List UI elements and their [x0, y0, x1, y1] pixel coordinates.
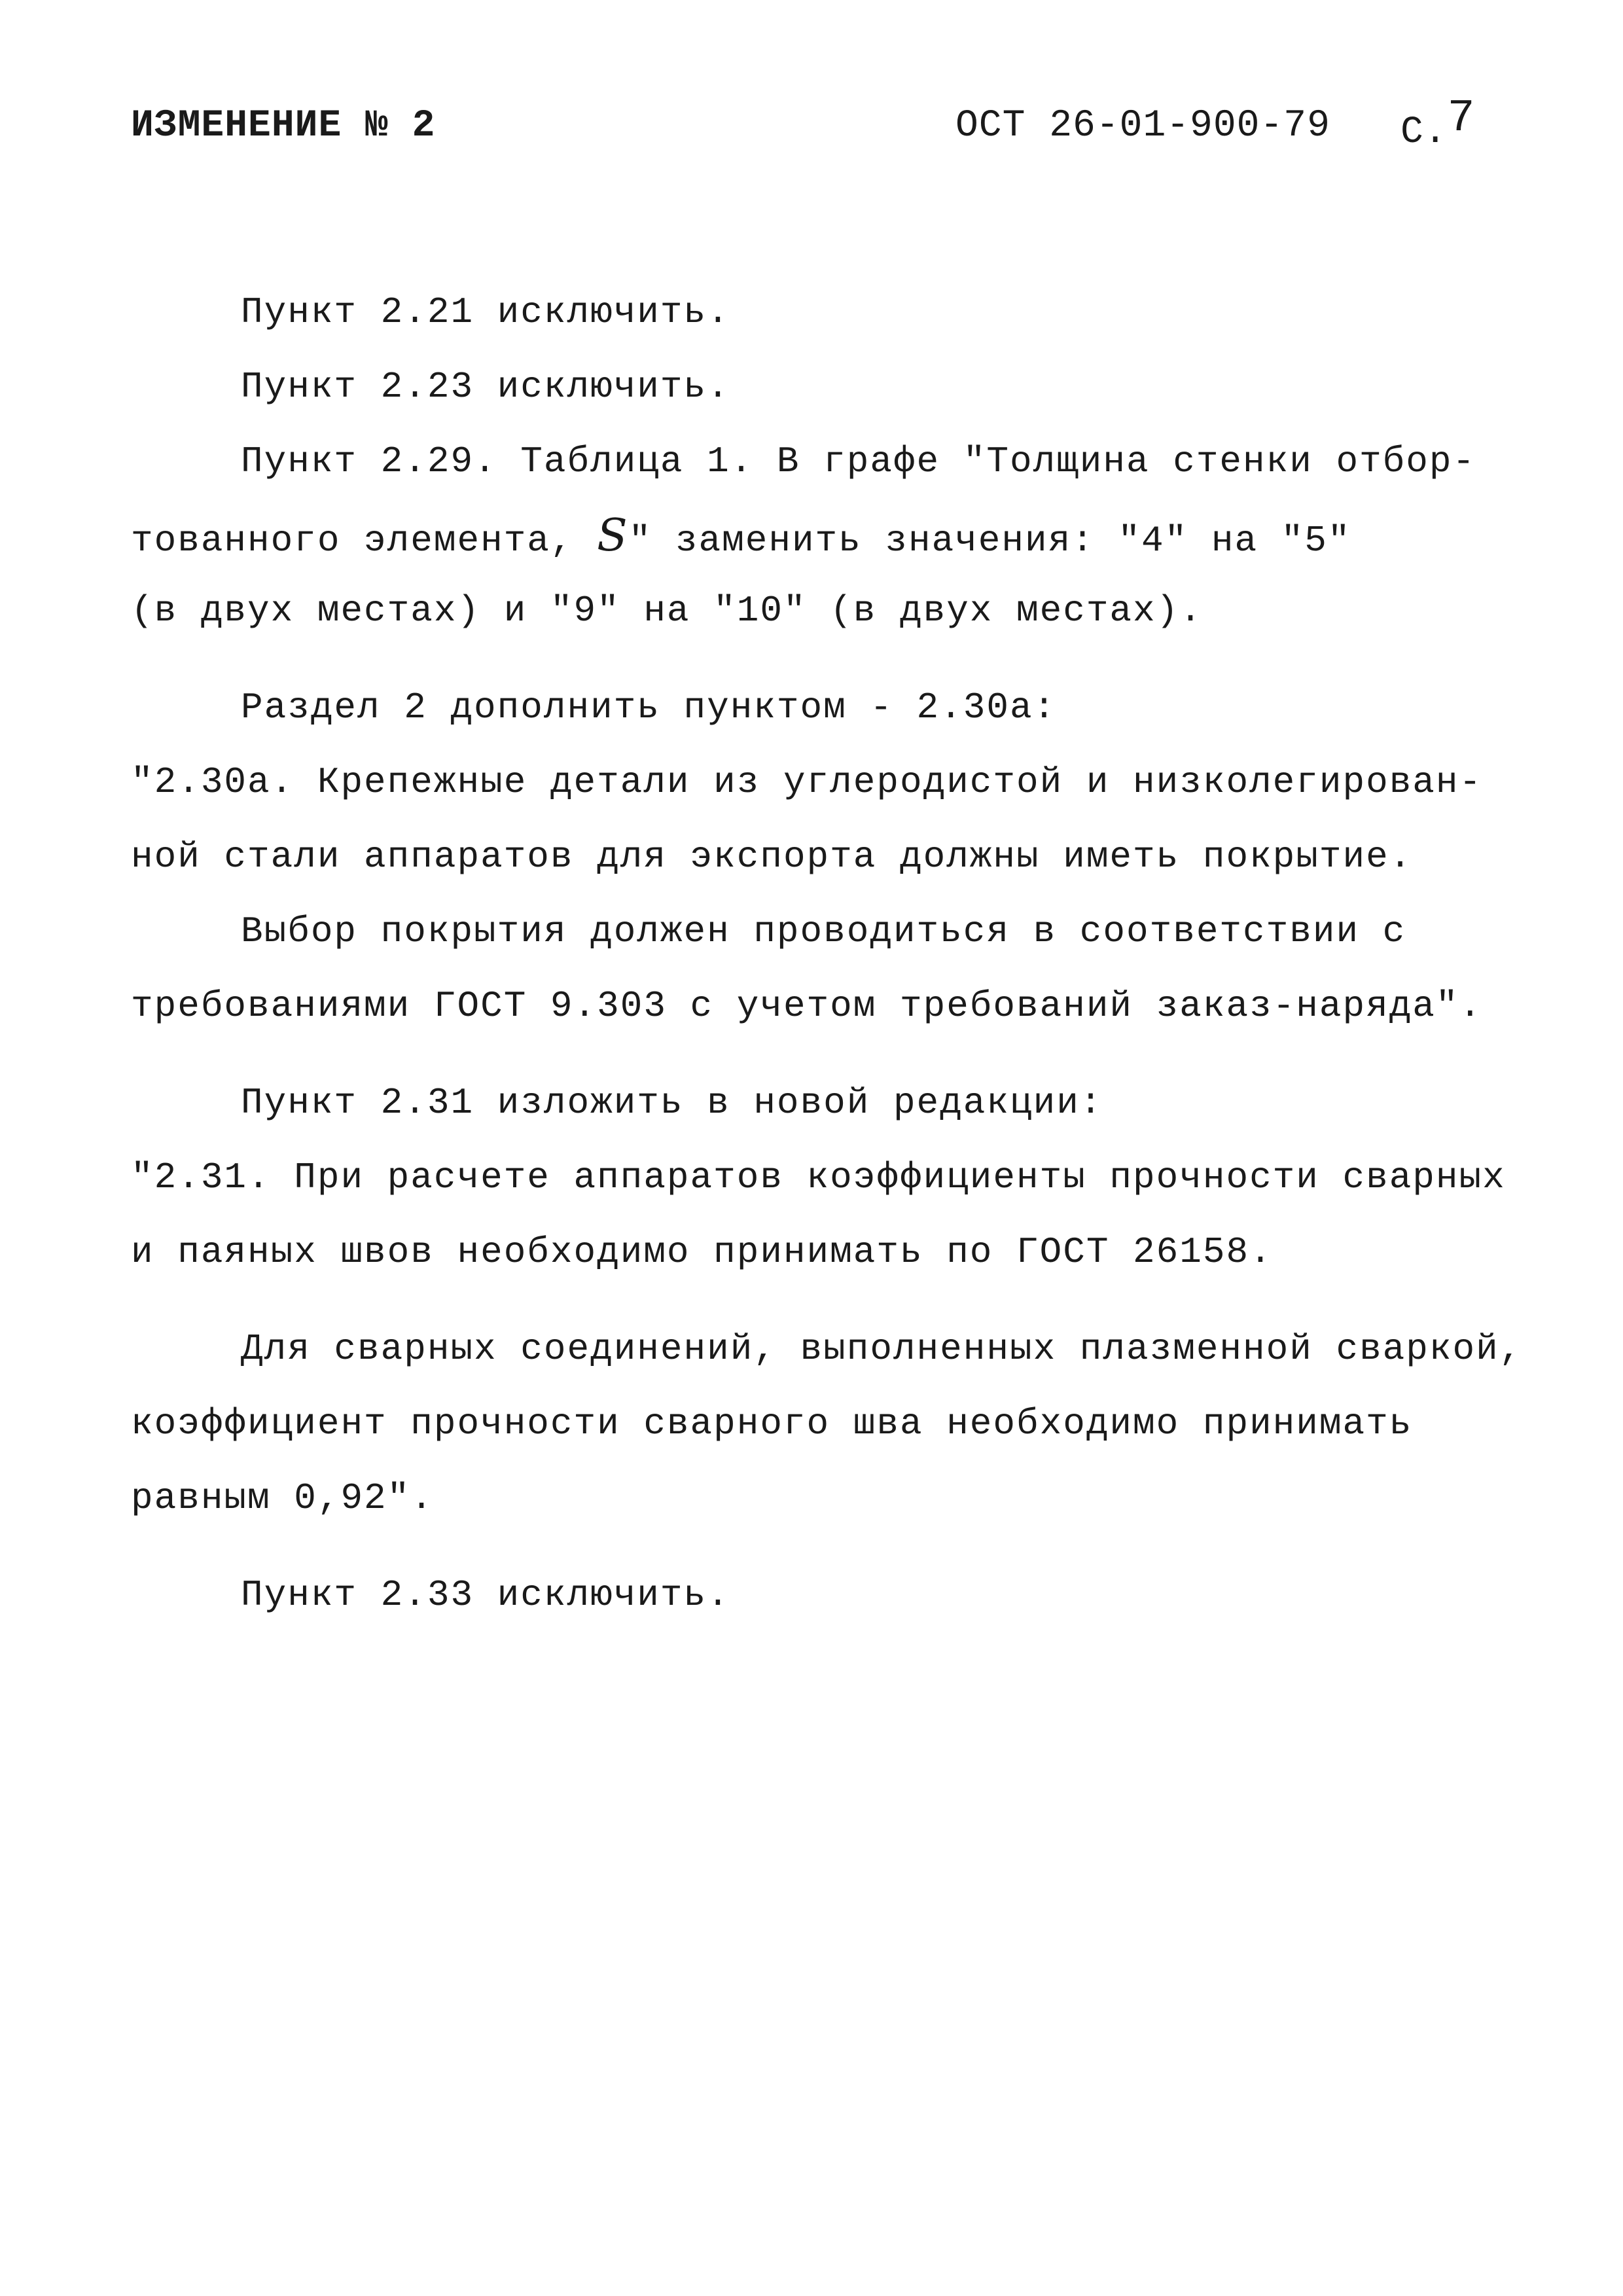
- text-line: Пункт 2.23 исключить.: [241, 366, 730, 408]
- text-line: [131, 499, 1558, 573]
- text-fragment: тованного элемента,: [131, 520, 597, 562]
- text-line: требованиями ГОСТ 9.303 с учетом требований заказ-наряда".: [131, 985, 1483, 1027]
- text-line: равным 0,92".: [131, 1477, 434, 1519]
- page-number: [1400, 93, 1476, 156]
- document-header: [131, 93, 1492, 164]
- thickness-symbol: S: [597, 510, 629, 562]
- text-line: Пункт 2.21 исключить.: [241, 291, 730, 333]
- page-prefix: С.: [1400, 111, 1448, 154]
- text-line: Пункт 2.29. Таблица 1. В графе "Толщина стенки отбор-: [241, 440, 1476, 482]
- text-line: Выбор покрытия должен проводиться в соответствии с: [241, 910, 1406, 952]
- text-line: Раздел 2 дополнить пунктом - 2.30а:: [241, 687, 1057, 728]
- text-line: коэффициент прочности сварного шва необходимо принимать: [131, 1403, 1413, 1444]
- standard-code: ОСТ 26-01-900-79: [955, 105, 1330, 147]
- text-line: ной стали аппаратов для экспорта должны иметь покрытие.: [131, 836, 1413, 878]
- text-line: (в двух местах) и "9" на "10" (в двух местах).: [131, 590, 1203, 632]
- document-body: [131, 275, 1558, 1632]
- text-line: Для сварных соединений, выполненных плазменной сваркой,: [241, 1328, 1523, 1370]
- text-line: "2.30а. Крепежные детали из углеродистой и низколегирован-: [131, 761, 1483, 803]
- text-line: "2.31. При расчете аппаратов коэффициенты прочности сварных: [131, 1157, 1506, 1198]
- text-line: Пункт 2.33 исключить.: [241, 1574, 730, 1616]
- text-line: и паяных швов необходимо принимать по ГОСТ 26158.: [131, 1231, 1273, 1273]
- text-line: Пункт 2.31 изложить в новой редакции:: [241, 1082, 1103, 1124]
- change-title: ИЗМЕНЕНИЕ № 2: [131, 105, 436, 147]
- page-number-value: 7: [1447, 93, 1476, 145]
- text-fragment: " заменить значения: "4" на "5": [628, 520, 1351, 562]
